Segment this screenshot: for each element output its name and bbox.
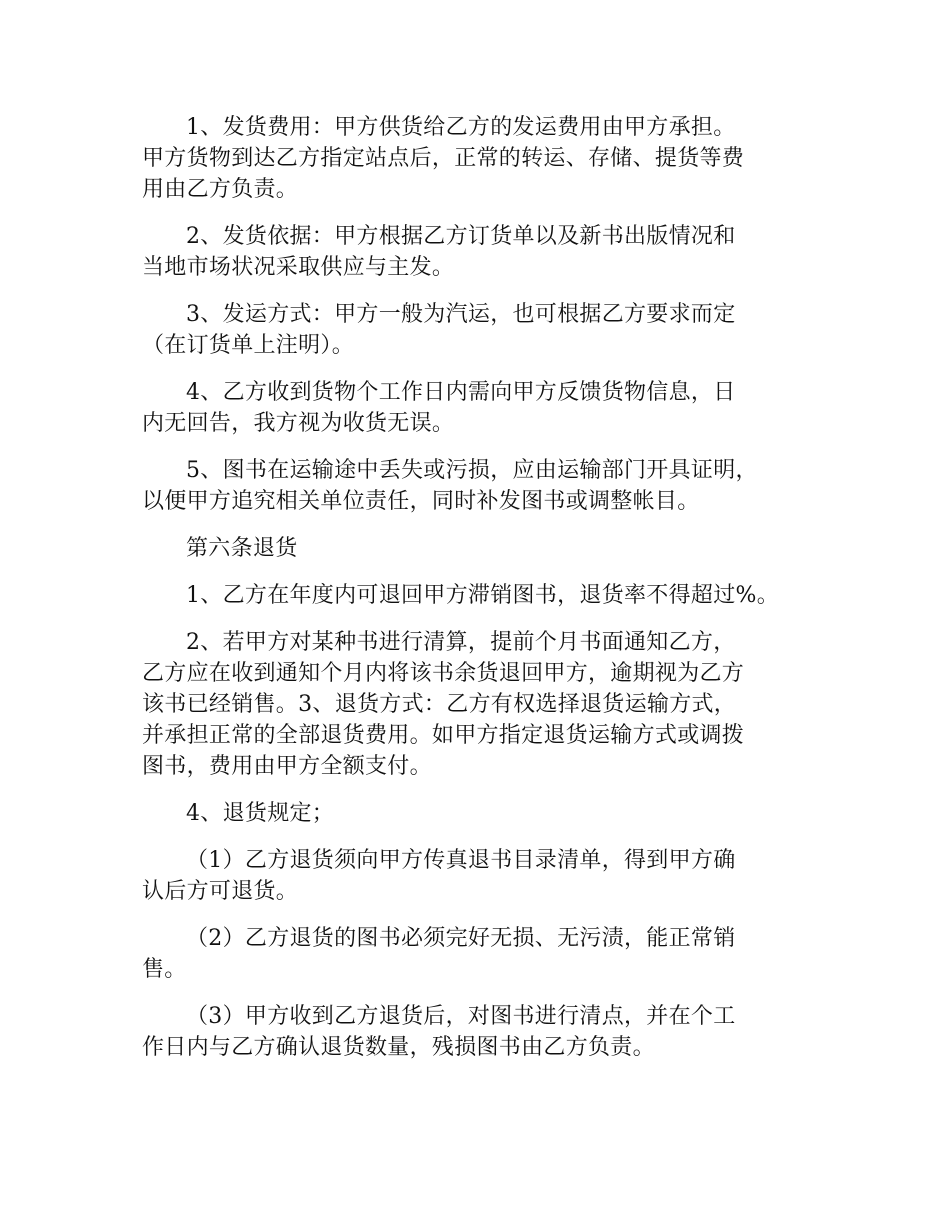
clause-shipping-method: 3、发运方式：甲方一般为汽运，也可根据乙方要求而定 （在订货单上注明）。 (142, 302, 736, 358)
clause-return-rules-heading: 4、退货规定； (186, 801, 335, 826)
section-heading-returns: 第六条退货 (186, 536, 298, 561)
rule-return-count-confirm: （3）甲方收到乙方退货后，对图书进行清点，并在个工 作日内与乙方确认退货数量，残损图书由乙方负责。 (142, 1004, 736, 1060)
clause-return-rate: 1、乙方在年度内可退回甲方滞销图书，退货率不得超过%。 (186, 583, 780, 608)
clause-shipping-cost: 1、发货费用：甲方供货给乙方的发运费用由甲方承担。 甲方货物到达乙方指定站点后，正常的转运、存储、提货等费 用由乙方负责。 (142, 115, 745, 202)
clause-receipt-feedback: 4、乙方收到货物个工作日内需向甲方反馈货物信息，日 内无回告，我方视为收货无误。 (142, 380, 736, 436)
rule-return-list-fax: （1）乙方退货须向甲方传真退书目录清单，得到甲方确 认后方可退货。 (142, 848, 736, 904)
clause-shipping-basis: 2、发货依据：甲方根据乙方订货单以及新书出版情况和 当地市场状况采取供应与主发。 (142, 224, 736, 280)
clause-transit-loss: 5、图书在运输途中丢失或污损，应由运输部门开具证明， 以便甲方追究相关单位责任，同时补发图书或调整帐目。 (142, 458, 758, 514)
document-body (142, 112, 822, 1079)
clause-clearance-and-return-method: 2、若甲方对某种书进行清算，提前个月书面通知乙方， 乙方应在收到通知个月内将该书余货退回甲方，逾期视为乙方 该书已经销售。3、退货方式：乙方有权选择退货运输方式， 并承担正常的全部退货费用。如甲方指定退货运输方式或调拨 图书，费用由甲方全额支付。 (142, 630, 745, 779)
rule-return-condition: （2）乙方退货的图书必须完好无损、无污渍，能正常销 售。 (142, 926, 736, 982)
